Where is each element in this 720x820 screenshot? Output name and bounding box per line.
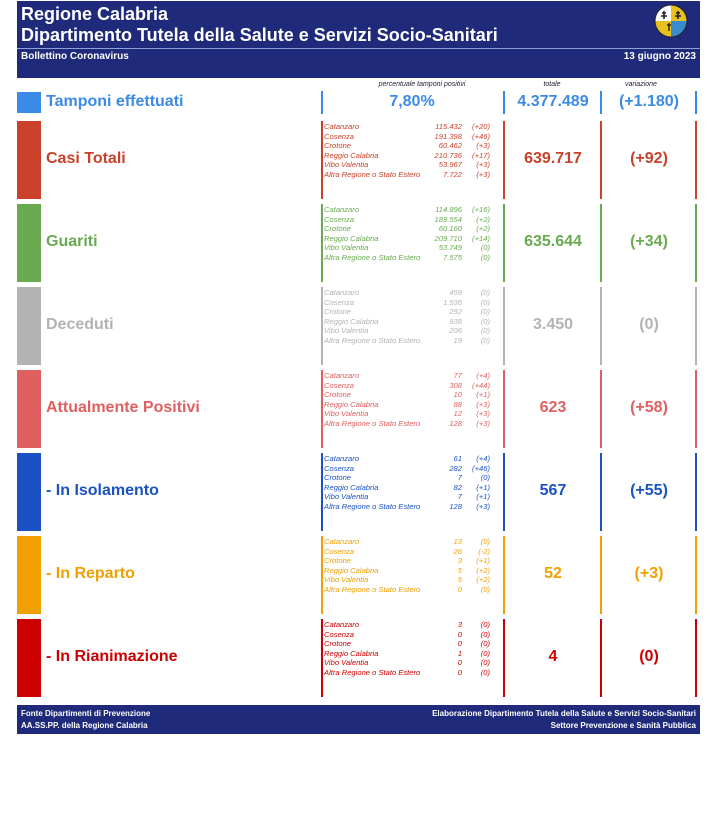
province-change: (0) <box>480 335 490 345</box>
tests-row <box>17 91 700 114</box>
province-name: Crotone <box>324 390 352 400</box>
province-value: 938 <box>449 316 462 326</box>
province-row <box>324 205 490 215</box>
province-row <box>324 419 490 429</box>
province-value: 61 <box>453 454 462 463</box>
guariti-province-table <box>324 205 490 263</box>
province-name: Reggio Calabria <box>324 482 379 492</box>
header-banner <box>17 1 700 78</box>
positivity-column-header: percentuale tamponi positivi <box>378 81 466 88</box>
bulletin-date: 13 giugno 2023 <box>623 51 696 62</box>
province-name: Altra Regione o Stato Estero <box>324 418 421 428</box>
reparto-divider <box>695 536 697 614</box>
deceduti-province-table <box>324 288 490 346</box>
casi-label: Casi Totali <box>46 150 126 167</box>
rianimazione-divider <box>503 619 505 697</box>
province-name: Reggio Calabria <box>324 565 379 575</box>
province-row <box>324 575 490 585</box>
province-row <box>324 298 490 308</box>
casi-divider <box>600 121 602 199</box>
province-row <box>324 658 490 668</box>
province-change: (0) <box>480 658 490 668</box>
tests-label: Tamponi effettuati <box>46 93 184 110</box>
province-value: 308 <box>449 380 462 390</box>
deceduti-total: 3.450 <box>532 316 574 333</box>
isolamento-label: - In Isolamento <box>46 482 159 499</box>
calabria-emblem-icon <box>654 4 688 38</box>
positivi-divider <box>695 370 697 448</box>
deceduti-divider <box>321 287 323 365</box>
province-row <box>324 630 490 640</box>
province-value: 1.536 <box>442 297 462 307</box>
guariti-divider <box>503 204 505 282</box>
province-value: 0 <box>457 629 462 639</box>
province-value: 60.160 <box>438 224 462 234</box>
province-value: 53.749 <box>438 243 462 253</box>
isolamento-divider <box>600 453 602 531</box>
reparto-total: 52 <box>544 565 562 582</box>
category-row-guariti <box>17 204 700 282</box>
province-change: (+14) <box>472 233 490 243</box>
footer-processing: Elaborazione Dipartimento Tutela della Salute e Servizi Socio-Sanitari <box>432 709 696 718</box>
province-value: 115.432 <box>435 122 462 131</box>
positivi-province-table <box>324 371 490 429</box>
deceduti-change: (0) <box>639 316 659 333</box>
province-name: Crotone <box>324 224 352 234</box>
rianimazione-province-table <box>324 620 490 678</box>
province-change: (+2) <box>476 565 490 575</box>
province-change: (0) <box>480 243 490 253</box>
category-row-reparto <box>17 536 700 614</box>
province-change: (0) <box>480 620 490 629</box>
province-row <box>324 122 490 132</box>
reparto-color-block <box>17 536 41 614</box>
bulletin-subtitle: Bollettino Coronavirus <box>21 51 129 62</box>
isolamento-color-block <box>17 453 41 531</box>
province-row <box>324 390 490 400</box>
category-row-deceduti <box>17 287 700 365</box>
category-row-isolamento <box>17 453 700 531</box>
deceduti-divider <box>503 287 505 365</box>
province-name: Cosenza <box>324 297 354 307</box>
province-row <box>324 649 490 659</box>
province-name: Cosenza <box>324 380 354 390</box>
province-name: Cosenza <box>324 546 354 556</box>
rianimazione-divider <box>321 619 323 697</box>
province-row <box>324 141 490 151</box>
footer-source-detail: AA.SS.PP. della Regione Calabria <box>21 721 148 730</box>
province-row <box>324 132 490 142</box>
rianimazione-divider <box>600 619 602 697</box>
rianimazione-color-block <box>17 619 41 697</box>
province-name: Reggio Calabria <box>324 233 379 243</box>
province-value: 53.967 <box>438 160 462 170</box>
province-change: (+3) <box>476 501 490 511</box>
guariti-divider <box>695 204 697 282</box>
province-row <box>324 556 490 566</box>
province-name: Altra Regione o Stato Estero <box>324 667 421 677</box>
province-row <box>324 307 490 317</box>
province-value: 7 <box>457 473 462 483</box>
province-value: 5 <box>457 565 462 575</box>
casi-province-table <box>324 122 490 180</box>
province-change: (0) <box>480 307 490 317</box>
province-change: (+44) <box>472 380 490 390</box>
province-row <box>324 454 490 464</box>
province-row <box>324 371 490 381</box>
province-row <box>324 170 490 180</box>
province-name: Altra Regione o Stato Estero <box>324 169 421 179</box>
positivi-change: (+58) <box>630 399 668 416</box>
province-row <box>324 326 490 336</box>
province-row <box>324 473 490 483</box>
province-value: 7.575 <box>442 252 462 262</box>
province-change: (0) <box>480 648 490 658</box>
province-change: (0) <box>480 639 490 649</box>
tests-color-block <box>17 92 41 113</box>
casi-change: (+92) <box>630 150 668 167</box>
province-name: Crotone <box>324 307 352 317</box>
deceduti-color-block <box>17 287 41 365</box>
province-row <box>324 151 490 161</box>
rianimazione-divider <box>695 619 697 697</box>
province-row <box>324 381 490 391</box>
province-value: 114.896 <box>435 205 462 214</box>
province-value: 210.736 <box>434 150 462 160</box>
province-row <box>324 668 490 678</box>
province-name: Crotone <box>324 473 352 483</box>
province-name: Vibo Valentia <box>324 243 369 253</box>
province-value: 7.722 <box>442 169 462 179</box>
province-name: Crotone <box>324 639 352 649</box>
positivi-total: 623 <box>539 399 567 416</box>
province-row <box>324 288 490 298</box>
guariti-label: Guariti <box>46 233 98 250</box>
province-name: Altra Regione o Stato Estero <box>324 335 421 345</box>
positivi-label: Attualmente Positivi <box>46 399 200 416</box>
province-change: (+16) <box>472 205 490 214</box>
province-row <box>324 502 490 512</box>
province-change: (+4) <box>476 371 490 380</box>
province-change: (+1) <box>476 482 490 492</box>
tests-positivity: 7,80% <box>389 93 435 110</box>
tests-change: (+1.180) <box>618 93 680 110</box>
province-name: Reggio Calabria <box>324 648 379 658</box>
positivi-divider <box>321 370 323 448</box>
reparto-change: (+3) <box>634 565 664 582</box>
province-name: Crotone <box>324 141 352 151</box>
province-change: (+2) <box>476 224 490 234</box>
province-value: 13 <box>453 537 462 546</box>
positivi-color-block <box>17 370 41 448</box>
province-value: 206 <box>449 326 462 336</box>
province-value: 128 <box>449 418 462 428</box>
province-value: 82 <box>453 482 462 492</box>
province-change: (+1) <box>476 390 490 400</box>
province-change: (+3) <box>476 409 490 419</box>
province-name: Vibo Valentia <box>324 160 369 170</box>
reparto-divider <box>321 536 323 614</box>
reparto-label: - In Reparto <box>46 565 135 582</box>
casi-divider <box>503 121 505 199</box>
province-name: Crotone <box>324 556 352 566</box>
province-value: 0 <box>457 667 462 677</box>
province-change: (+3) <box>476 169 490 179</box>
rianimazione-change: (0) <box>639 648 659 665</box>
isolamento-change: (+55) <box>630 482 668 499</box>
footer-source: Fonte Dipartimenti di Prevenzione <box>21 709 151 718</box>
reparto-divider <box>503 536 505 614</box>
province-change: (+46) <box>472 131 490 141</box>
province-value: 292 <box>449 307 462 317</box>
province-name: Altra Regione o Stato Estero <box>324 584 421 594</box>
province-row <box>324 483 490 493</box>
tests-divider <box>695 91 697 114</box>
province-value: 5 <box>457 575 462 585</box>
positivi-divider <box>503 370 505 448</box>
casi-divider <box>321 121 323 199</box>
province-row <box>324 253 490 263</box>
province-row <box>324 234 490 244</box>
province-change: (0) <box>480 667 490 677</box>
deceduti-label: Deceduti <box>46 316 114 333</box>
total-column-header: totale <box>543 81 561 88</box>
guariti-color-block <box>17 204 41 282</box>
guariti-change: (+34) <box>630 233 668 250</box>
province-change: (+4) <box>476 454 490 463</box>
province-change: (+1) <box>476 556 490 566</box>
province-value: 60.462 <box>438 141 462 151</box>
province-row <box>324 243 490 253</box>
province-change: (+2) <box>476 214 490 224</box>
province-change: (0) <box>480 473 490 483</box>
province-change: (+46) <box>472 463 490 473</box>
reparto-province-table <box>324 537 490 595</box>
province-name: Cosenza <box>324 629 354 639</box>
province-row <box>324 336 490 346</box>
province-name: Altra Regione o Stato Estero <box>324 252 421 262</box>
tests-divider <box>503 91 505 114</box>
province-name: Reggio Calabria <box>324 399 379 409</box>
province-name: Catanzaro <box>324 371 360 380</box>
province-value: 189.554 <box>434 214 462 224</box>
province-name: Catanzaro <box>324 205 360 214</box>
isolamento-divider <box>503 453 505 531</box>
province-row <box>324 547 490 557</box>
province-row <box>324 639 490 649</box>
province-value: 0 <box>457 639 462 649</box>
province-change: (+3) <box>476 160 490 170</box>
province-value: 88 <box>453 399 462 409</box>
guariti-total: 635.644 <box>524 233 582 250</box>
category-row-casi <box>17 121 700 199</box>
province-name: Catanzaro <box>324 537 360 546</box>
province-change: (+2) <box>476 575 490 585</box>
province-row <box>324 224 490 234</box>
province-change: (+3) <box>476 418 490 428</box>
province-name: Reggio Calabria <box>324 316 379 326</box>
province-name: Reggio Calabria <box>324 150 379 160</box>
province-change: (0) <box>480 326 490 336</box>
province-value: 19 <box>453 335 462 345</box>
positivi-divider <box>600 370 602 448</box>
reparto-divider <box>600 536 602 614</box>
province-change: (+1) <box>476 492 490 502</box>
province-change: (0) <box>480 537 490 546</box>
province-change: (0) <box>480 316 490 326</box>
province-row <box>324 464 490 474</box>
isolamento-total: 567 <box>539 482 567 499</box>
footer-banner <box>17 705 700 734</box>
province-value: 282 <box>449 463 462 473</box>
header-divider <box>17 48 700 49</box>
province-row <box>324 400 490 410</box>
province-name: Altra Regione o Stato Estero <box>324 501 421 511</box>
rianimazione-label: - In Rianimazione <box>46 648 178 665</box>
province-change: (0) <box>480 629 490 639</box>
province-value: 26 <box>453 546 462 556</box>
deceduti-divider <box>600 287 602 365</box>
province-value: 3 <box>457 620 462 629</box>
rianimazione-total: 4 <box>548 648 558 665</box>
guariti-divider <box>600 204 602 282</box>
deceduti-divider <box>695 287 697 365</box>
province-change: (+20) <box>472 122 490 131</box>
province-change: (+17) <box>472 150 490 160</box>
province-value: 128 <box>449 501 462 511</box>
province-change: (+3) <box>476 141 490 151</box>
province-name: Vibo Valentia <box>324 326 369 336</box>
category-row-rianimazione <box>17 619 700 697</box>
province-value: 12 <box>453 409 462 419</box>
province-name: Cosenza <box>324 463 354 473</box>
casi-total: 639.717 <box>524 150 582 167</box>
province-row <box>324 160 490 170</box>
province-name: Catanzaro <box>324 122 360 131</box>
province-row <box>324 566 490 576</box>
province-value: 77 <box>453 371 462 380</box>
province-row <box>324 409 490 419</box>
province-name: Cosenza <box>324 131 354 141</box>
province-name: Vibo Valentia <box>324 658 369 668</box>
tests-total: 4.377.489 <box>517 93 589 110</box>
province-value: 1 <box>457 648 462 658</box>
casi-color-block <box>17 121 41 199</box>
province-row <box>324 317 490 327</box>
province-value: 209.710 <box>434 233 462 243</box>
province-name: Vibo Valentia <box>324 575 369 585</box>
province-name: Catanzaro <box>324 620 360 629</box>
tests-divider <box>600 91 602 114</box>
province-change: (0) <box>480 252 490 262</box>
change-column-header: variazione <box>625 81 657 88</box>
province-row <box>324 215 490 225</box>
isolamento-divider <box>321 453 323 531</box>
province-value: 3 <box>457 556 462 566</box>
tests-divider <box>321 91 323 114</box>
province-row <box>324 492 490 502</box>
category-row-positivi <box>17 370 700 448</box>
province-value: 0 <box>457 658 462 668</box>
isolamento-province-table <box>324 454 490 512</box>
province-change: (-2) <box>478 546 490 556</box>
province-value: 7 <box>457 492 462 502</box>
isolamento-divider <box>695 453 697 531</box>
footer-sector: Settore Prevenzione e Sanità Pubblica <box>550 721 696 730</box>
province-name: Vibo Valentia <box>324 492 369 502</box>
province-value: 10 <box>453 390 462 400</box>
province-row <box>324 537 490 547</box>
province-value: 0 <box>457 584 462 594</box>
province-name: Catanzaro <box>324 454 360 463</box>
casi-divider <box>695 121 697 199</box>
province-name: Cosenza <box>324 214 354 224</box>
province-value: 191.398 <box>434 131 462 141</box>
province-row <box>324 620 490 630</box>
province-change: (+3) <box>476 399 490 409</box>
province-name: Catanzaro <box>324 288 360 297</box>
province-change: (0) <box>480 584 490 594</box>
region-title: Regione Calabria <box>21 4 169 24</box>
province-value: 459 <box>449 288 462 297</box>
guariti-divider <box>321 204 323 282</box>
province-change: (0) <box>480 297 490 307</box>
province-row <box>324 585 490 595</box>
province-name: Vibo Valentia <box>324 409 369 419</box>
province-change: (0) <box>480 288 490 297</box>
department-title: Dipartimento Tutela della Salute e Servizi Socio-Sanitari <box>21 25 498 45</box>
